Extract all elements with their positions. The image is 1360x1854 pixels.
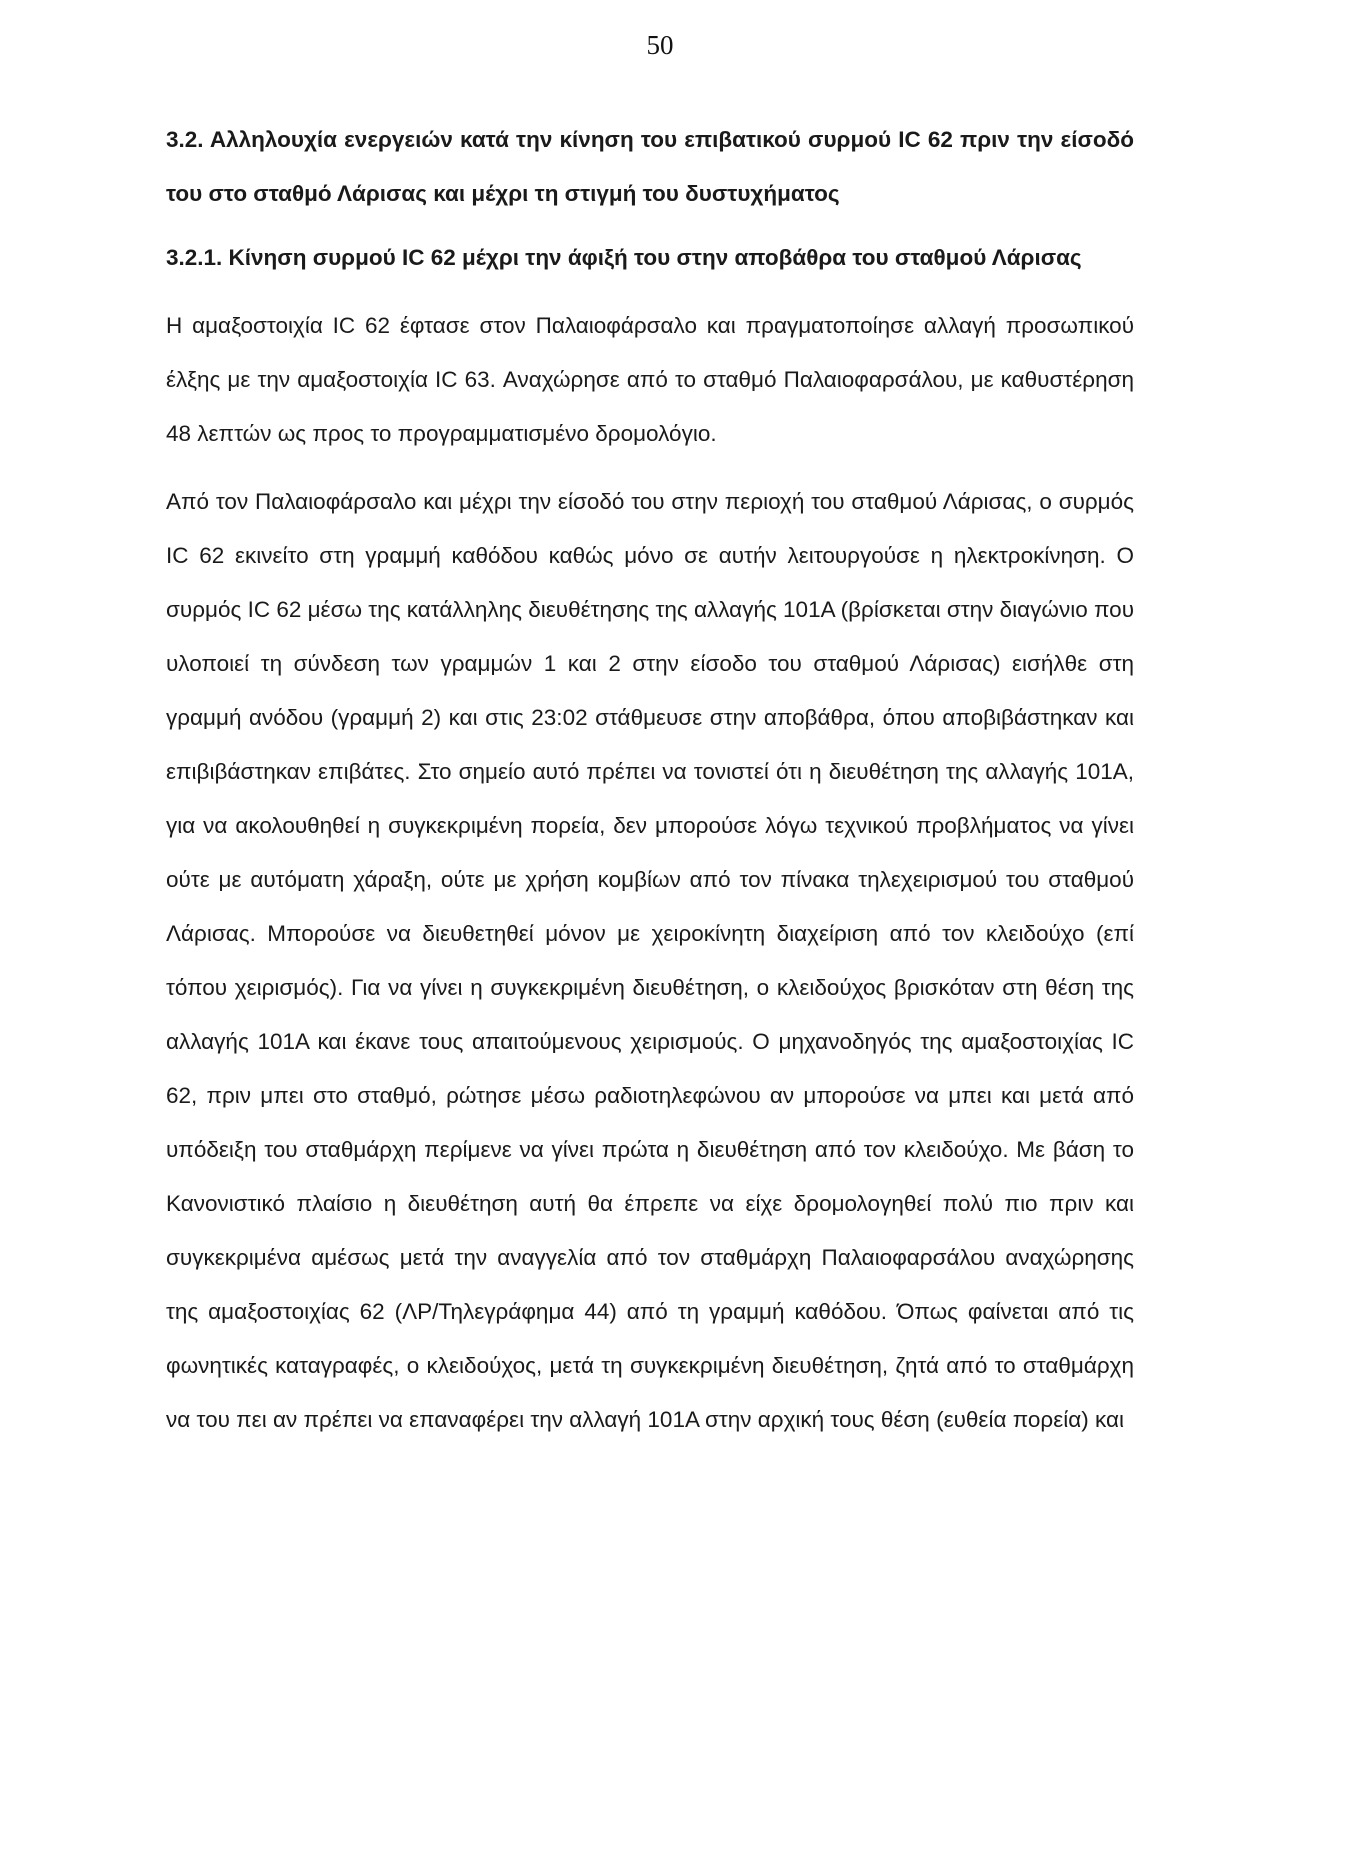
subsection-heading: 3.2.1. Κίνηση συρμού IC 62 μέχρι την άφιξή του στην αποβάθρα του σταθμού Λάρισας [166, 245, 1082, 270]
body-paragraph-1: Η αμαξοστοιχία IC 62 έφτασε στον Παλαιοφάρσαλο και πραγματοποίησε αλλαγή προσωπικού έλξης με την αμαξοστοιχία IC 63. Αναχώρησε από το σταθμό Παλαιοφαρσάλου, με καθυστέρηση 48 λεπτών ως προς το προγραμματισμένο δρομολόγιο. [166, 313, 1134, 446]
section-heading: 3.2. Αλληλουχία ενεργειών κατά την κίνηση του επιβατικού συρμού IC 62 πριν την είσοδό του στο σταθμό Λάρισας και μέχρι τη στιγμή του δυστυχήματος [166, 127, 1134, 206]
page-content [166, 113, 1134, 1447]
body-paragraph-2: Από τον Παλαιοφάρσαλο και μέχρι την είσοδό του στην περιοχή του σταθμού Λάρισας, ο συρμός IC 62 εκινείτο στη γραμμή καθόδου καθώς μόνο σε αυτήν λειτουργούσε η ηλεκτροκίνηση. Ο συρμός IC 62 μέσω της κατάλληλης διευθέτησης της αλλαγής 101Α (βρίσκεται στην διαγώνιο που υλοποιεί τη σύνδεση των γραμμών 1 και 2 στην είσοδο του σταθμού Λάρισας) εισήλθε στη γραμμή ανόδου (γραμμή 2) και στις 23:02 στάθμευσε στην αποβάθρα, όπου αποβιβάστηκαν και επιβιβάστηκαν επιβάτες. Στο σημείο αυτό πρέπει να τονιστεί ότι η διευθέτηση της αλλαγής 101Α, για να ακολουθηθεί η συγκεκριμένη πορεία, δεν μπορούσε λόγω τεχνικού προβλήματος να γίνει ούτε με αυτόματη χάραξη, ούτε με χρήση κομβίων από τον πίνακα τηλεχειρισμού του σταθμού Λάρισας. Μπορούσε να διευθετηθεί μόνον με χειροκίνητη διαχείριση από τον κλειδούχο (επί τόπου χειρισμός). Για να γίνει η συγκεκριμένη διευθέτηση, ο κλειδούχος βρισκόταν στη θέση της αλλαγής 101Α και έκανε τους απαιτούμενους χειρισμούς. Ο μηχανοδηγός της αμαξοστοιχίας IC 62, πριν μπει στο σταθμό, ρώτησε μέσω ραδιοτηλεφώνου αν μπορούσε να μπει και μετά από υπόδειξη του σταθμάρχη περίμενε να γίνει πρώτα η διευθέτηση από τον κλειδούχο. Με βάση το Κανονιστικό πλαίσιο η διευθέτηση αυτή θα έπρεπε να είχε δρομολογηθεί πολύ πιο πριν και συγκεκριμένα αμέσως μετά την αναγγελία από τον σταθμάρχη Παλαιοφαρσάλου αναχώρησης της αμαξοστοιχίας 62 (ΛΡ/Τηλεγράφημα 44) από τη γραμμή καθόδου. Όπως φαίνεται από τις φωνητικές καταγραφές, ο κλειδούχος, μετά τη συγκεκριμένη διευθέτηση, ζητά από το σταθμάρχη να του πει αν πρέπει να επαναφέρει την αλλαγή 101Α στην αρχική τους θέση (ευθεία πορεία) και [166, 489, 1135, 1432]
page-number: 50 [646, 30, 674, 60]
